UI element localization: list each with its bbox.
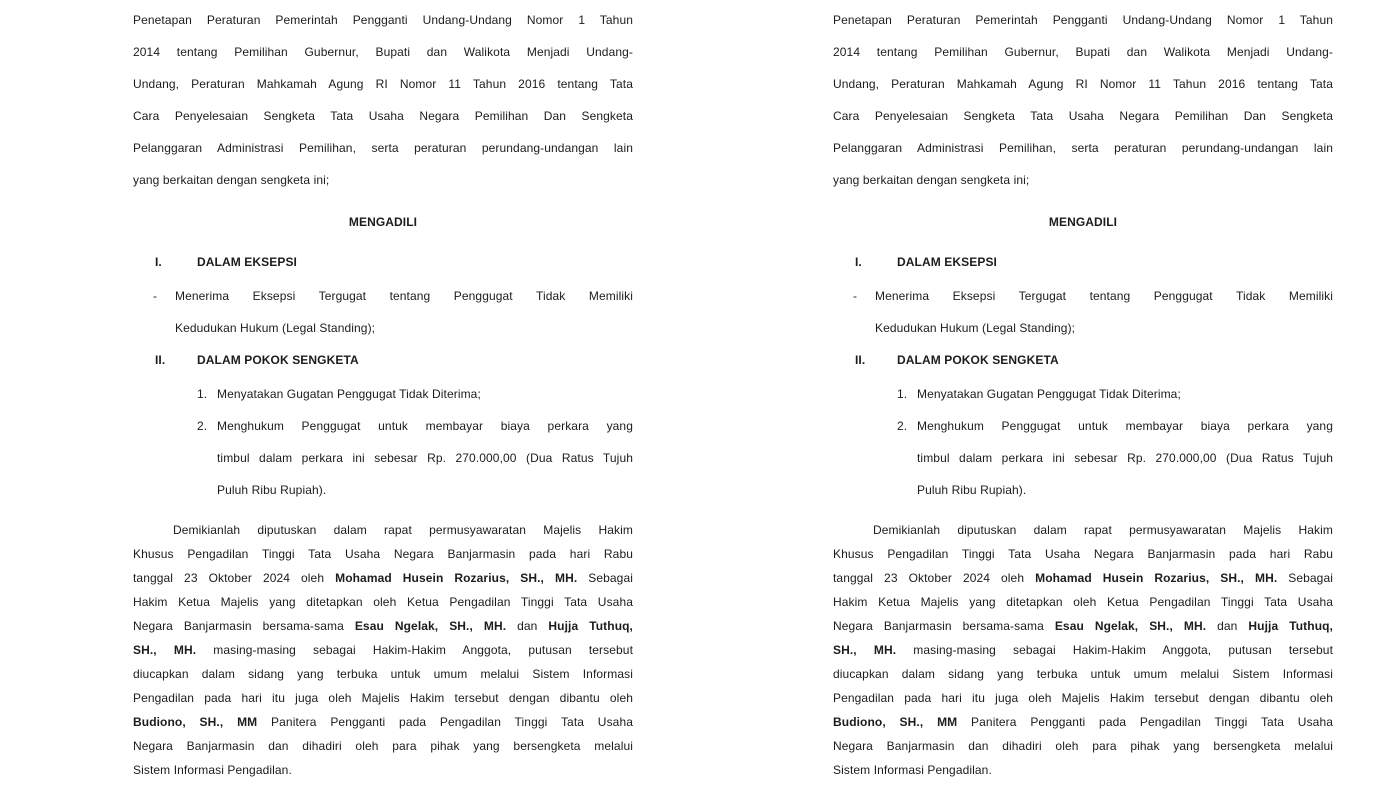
text-line: Kedudukan Hukum (Legal Standing); (175, 321, 376, 335)
text-line: diucapkan dalam sidang yang terbuka untuk umum melalui Sistem Informasi (133, 667, 633, 681)
text-line (833, 568, 1333, 592)
text-line (833, 640, 1333, 664)
text-line: Pelanggaran Administrasi Pemilihan, serta peraturan perundang-undangan lain (833, 141, 1333, 155)
judge-name: SH., MH. (833, 643, 897, 657)
section-title: DALAM POKOK SENGKETA (197, 353, 359, 367)
text-line: Pengadilan pada hari itu juga oleh Majelis Hakim tersebut dengan dibantu oleh (133, 691, 633, 705)
text-line: Menerima Eksepsi Tergugat tentang Penggugat Tidak Memiliki (875, 289, 1333, 303)
text-line: Demikianlah diputuskan dalam rapat permusyawaratan Majelis Hakim (173, 523, 633, 537)
text-line (833, 712, 1333, 736)
text-line: timbul dalam perkara ini sebesar Rp. 270.000,00 (Dua Ratus Tujuh (217, 451, 633, 465)
judge-name: Esau Ngelak, SH., MH. (1054, 619, 1207, 633)
text-line (133, 640, 633, 664)
clerk-name: Budiono, SH., MM (833, 715, 958, 729)
text-line: Khusus Pengadilan Tinggi Tata Usaha Negara Banjarmasin pada hari Rabu (833, 547, 1333, 561)
text-run: dan (1206, 619, 1249, 633)
text-run: tanggal 23 Oktober 2024 oleh (833, 571, 1036, 585)
eksepsi-item (875, 286, 1333, 350)
text-run: Negara Banjarmasin bersama-sama (133, 619, 355, 633)
text-line: Penetapan Peraturan Pemerintah Pengganti Undang-Undang Nomor 1 Tahun (833, 13, 1333, 27)
text-line: Negara Banjarmasin dan dihadiri oleh para pihak yang bersengketa melalui (833, 739, 1333, 753)
text-line: Cara Penyelesaian Sengketa Tata Usaha Negara Pemilihan Dan Sengketa (833, 109, 1333, 123)
clerk-name: Budiono, SH., MM (133, 715, 258, 729)
text-line: Undang, Peraturan Mahkamah Agung RI Nomor 11 Tahun 2016 tentang Tata (133, 77, 633, 91)
text-line: Puluh Ribu Rupiah). (917, 483, 1027, 497)
list-number: 2. (197, 419, 208, 433)
text-line: Penetapan Peraturan Pemerintah Pengganti Undang-Undang Nomor 1 Tahun (133, 13, 633, 27)
text-run: Panitera Pengganti pada Pengadilan Tinggi Tata Usaha (957, 715, 1333, 729)
text-line: Hakim Ketua Majelis yang ditetapkan oleh Ketua Pengadilan Tinggi Tata Usaha (133, 595, 633, 609)
judge-name: Hujja Tuthuq, (1248, 619, 1333, 633)
text-line (833, 616, 1333, 640)
bullet-dash: - (853, 289, 858, 303)
text-line: timbul dalam perkara ini sebesar Rp. 270.000,00 (Dua Ratus Tujuh (917, 451, 1333, 465)
intro-paragraph (133, 10, 633, 202)
text-line (133, 616, 633, 640)
intro-paragraph (833, 10, 1333, 202)
section-number: II. (855, 353, 866, 367)
text-line: Puluh Ribu Rupiah). (217, 483, 327, 497)
text-line (133, 712, 633, 736)
judge-name: SH., MH. (133, 643, 197, 657)
judge-name: Mohamad Husein Rozarius, SH., MH. (1035, 571, 1278, 585)
document-page-right (833, 0, 1333, 786)
text-run: Negara Banjarmasin bersama-sama (833, 619, 1055, 633)
section-number: II. (155, 353, 166, 367)
list-item (217, 416, 633, 512)
text-line: Sistem Informasi Pengadilan. (133, 763, 292, 777)
bullet-dash: - (153, 289, 158, 303)
section-number: I. (855, 255, 862, 269)
text-run: tanggal 23 Oktober 2024 oleh (133, 571, 336, 585)
section-number: I. (155, 255, 162, 269)
text-line: Demikianlah diputuskan dalam rapat permusyawaratan Majelis Hakim (873, 523, 1333, 537)
eksepsi-item (175, 286, 633, 350)
judge-name: Esau Ngelak, SH., MH. (354, 619, 507, 633)
text-run: masing-masing sebagai Hakim-Hakim Anggota, putusan tersebut (896, 643, 1333, 657)
section-title: DALAM EKSEPSI (197, 255, 297, 269)
text-run: Sebagai (1277, 571, 1333, 585)
text-line: Menghukum Penggugat untuk membayar biaya perkara yang (917, 419, 1333, 433)
list-number: 2. (897, 419, 908, 433)
list-number: 1. (897, 387, 908, 401)
text-line: yang berkaitan dengan sengketa ini; (133, 173, 330, 187)
text-line: Pelanggaran Administrasi Pemilihan, serta peraturan perundang-undangan lain (133, 141, 633, 155)
text-run: masing-masing sebagai Hakim-Hakim Anggota, putusan tersebut (196, 643, 633, 657)
text-line: Kedudukan Hukum (Legal Standing); (875, 321, 1076, 335)
judge-name: Mohamad Husein Rozarius, SH., MH. (335, 571, 578, 585)
section-title: DALAM EKSEPSI (897, 255, 997, 269)
text-run: dan (506, 619, 549, 633)
list-item: Menyatakan Gugatan Penggugat Tidak Diterima; (917, 387, 1181, 401)
text-line: Undang, Peraturan Mahkamah Agung RI Nomor 11 Tahun 2016 tentang Tata (833, 77, 1333, 91)
list-item: Menyatakan Gugatan Penggugat Tidak Diterima; (217, 387, 481, 401)
text-line: diucapkan dalam sidang yang terbuka untuk umum melalui Sistem Informasi (833, 667, 1333, 681)
list-number: 1. (197, 387, 208, 401)
text-line: Menerima Eksepsi Tergugat tentang Penggugat Tidak Memiliki (175, 289, 633, 303)
text-run: Panitera Pengganti pada Pengadilan Tinggi Tata Usaha (257, 715, 633, 729)
heading-mengadili: MENGADILI (348, 215, 418, 229)
text-line: Negara Banjarmasin dan dihadiri oleh para pihak yang bersengketa melalui (133, 739, 633, 753)
text-line: 2014 tentang Pemilihan Gubernur, Bupati dan Walikota Menjadi Undang- (833, 45, 1333, 59)
text-line: Menghukum Penggugat untuk membayar biaya perkara yang (217, 419, 633, 433)
section-title: DALAM POKOK SENGKETA (897, 353, 1059, 367)
text-run: Sebagai (577, 571, 633, 585)
judge-name: Hujja Tuthuq, (548, 619, 633, 633)
text-line: yang berkaitan dengan sengketa ini; (833, 173, 1030, 187)
text-line: Khusus Pengadilan Tinggi Tata Usaha Negara Banjarmasin pada hari Rabu (133, 547, 633, 561)
closing-paragraph (133, 520, 633, 784)
document-page-left (133, 0, 633, 786)
text-line: Pengadilan pada hari itu juga oleh Majelis Hakim tersebut dengan dibantu oleh (833, 691, 1333, 705)
list-item (917, 416, 1333, 512)
heading-mengadili: MENGADILI (1048, 215, 1118, 229)
text-line: Hakim Ketua Majelis yang ditetapkan oleh Ketua Pengadilan Tinggi Tata Usaha (833, 595, 1333, 609)
text-line: Cara Penyelesaian Sengketa Tata Usaha Negara Pemilihan Dan Sengketa (133, 109, 633, 123)
text-line: 2014 tentang Pemilihan Gubernur, Bupati dan Walikota Menjadi Undang- (133, 45, 633, 59)
text-line: Sistem Informasi Pengadilan. (833, 763, 992, 777)
closing-paragraph (833, 520, 1333, 784)
text-line (133, 568, 633, 592)
